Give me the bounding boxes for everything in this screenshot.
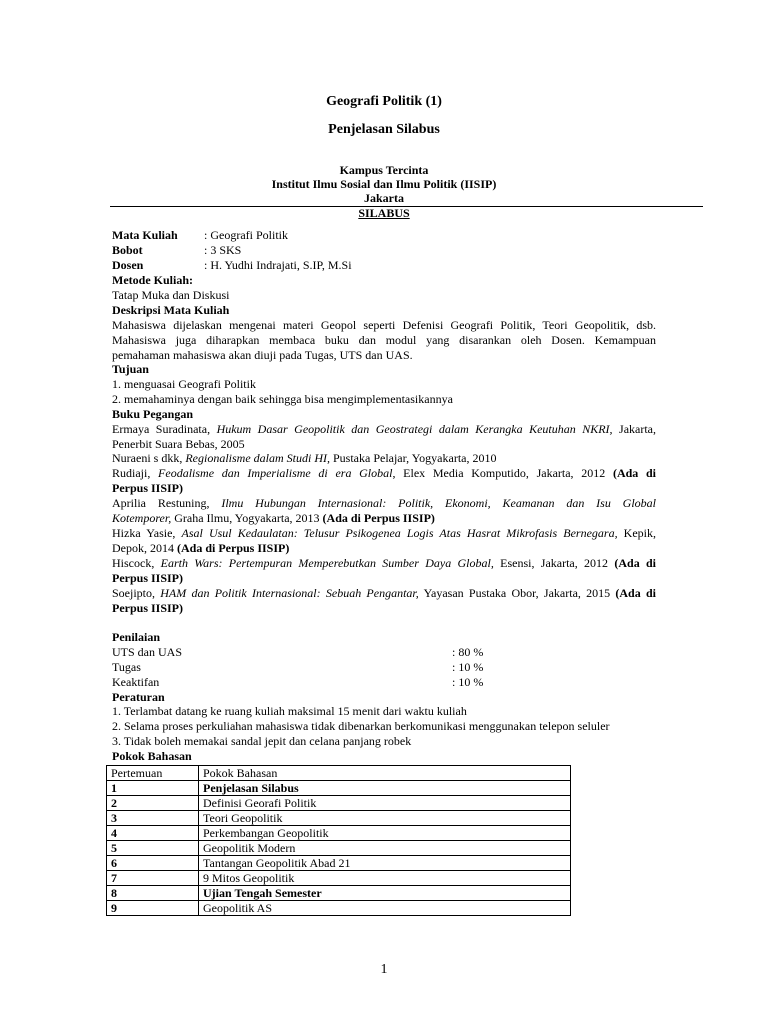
book-author: Soejipto, xyxy=(112,586,161,600)
info-row xyxy=(112,243,656,258)
table-row xyxy=(107,811,571,826)
penilaian-value: : 10 % xyxy=(452,660,484,674)
penilaian-row xyxy=(112,645,656,660)
deskripsi-line: Mahasiswa juga diharapkan membaca buku dan modul yang disarankan oleh Dosen. Kemampuan xyxy=(112,333,656,347)
book-title: Asal Usul Kedaulatan: Telusur Psikogenea Logis Atas Hasrat Mikrofasis Bernegara, xyxy=(181,526,618,540)
book-author: Hiscock, xyxy=(112,556,161,570)
table-row xyxy=(107,781,571,796)
info-row xyxy=(112,228,656,243)
book-publisher: Esensi, Jakarta, 2012 xyxy=(493,556,615,570)
tujuan-item: 2. memahaminya dengan baik sehingga bisa mengimplementasikannya xyxy=(112,392,453,406)
book-entry xyxy=(112,556,656,571)
page-number: 1 xyxy=(380,962,388,977)
peraturan-item: 1. Terlambat datang ke ruang kuliah maksimal 15 menit dari waktu kuliah xyxy=(112,704,467,718)
table-cell-topic: Geopolitik Modern xyxy=(199,841,571,856)
penilaian-value: : 80 % xyxy=(452,645,484,659)
table-cell-pertemuan: 4 xyxy=(107,826,199,841)
book-availability: (Ada di xyxy=(615,586,656,600)
table-cell-topic: Teori Geopolitik xyxy=(199,811,571,826)
book-entry xyxy=(112,496,656,511)
table-cell-topic: 9 Mitos Geopolitik xyxy=(199,871,571,886)
penilaian-value: : 10 % xyxy=(452,675,484,689)
book-title: Hukum Dasar Geopolitik dan Geostrategi dalam Kerangka Keutuhan NKRI, xyxy=(216,422,613,436)
book-title: HAM dan Politik Internasional: Sebuah Pengantar, xyxy=(160,586,419,600)
info-row xyxy=(112,258,656,273)
table-row xyxy=(107,901,571,916)
book-publisher: Yayasan Pustaka Obor, Jakarta, 2015 xyxy=(418,586,616,600)
book-entry xyxy=(112,422,656,437)
book-title: Ilmu Hubungan Internasional: Politik, Ekonomi, Keamanan dan Isu Global xyxy=(221,496,656,510)
table-row xyxy=(107,886,571,901)
table-row xyxy=(107,841,571,856)
book-publisher: Pustaka Pelajar, Yogyakarta, 2010 xyxy=(329,451,497,465)
book-publisher: Jakarta, xyxy=(612,422,657,436)
book-availability: Perpus IISIP) xyxy=(112,571,184,585)
page-subtitle: Penjelasan Silabus xyxy=(328,122,440,137)
info-label: Mata Kuliah xyxy=(112,228,178,242)
metode-heading: Metode Kuliah: xyxy=(112,273,193,287)
table-header: Pertemuan xyxy=(107,766,199,781)
penilaian-row xyxy=(112,660,656,675)
book-title: Regionalisme dalam Studi HI, xyxy=(185,451,330,465)
book-entry xyxy=(112,586,656,601)
table-cell-pertemuan: 5 xyxy=(107,841,199,856)
book-availability: (Ada di xyxy=(612,466,656,480)
table-cell-pertemuan: 6 xyxy=(107,856,199,871)
book-entry-cont: Penerbit Suara Bebas, 2005 xyxy=(112,437,245,451)
book-author: Aprilia Restuning, xyxy=(112,496,222,510)
book-author: Hizka Yasie, xyxy=(112,526,182,540)
book-publisher: , Elex Media Komputido, Jakarta, 2012 xyxy=(392,466,613,480)
peraturan-item: 2. Selama proses perkuliahan mahasiswa tidak dibenarkan berkomunikasi menggunakan telepon seluler xyxy=(112,719,610,733)
book-entry xyxy=(112,526,656,541)
info-label: Dosen xyxy=(112,258,144,272)
table-cell-topic: Ujian Tengah Semester xyxy=(199,886,571,901)
book-publisher: Depok, 2014 xyxy=(112,541,177,555)
book-title: Earth Wars: Pertempuran Memperebutkan Sumber Daya Global, xyxy=(160,556,494,570)
campus-name: Kampus Tercinta xyxy=(339,163,429,177)
table-row xyxy=(107,796,571,811)
table-cell-pertemuan: 2 xyxy=(107,796,199,811)
pokok-bahasan-table xyxy=(106,765,571,916)
penilaian-label: UTS dan UAS xyxy=(112,645,183,659)
table-cell-pertemuan: 7 xyxy=(107,871,199,886)
book-availability: (Ada di Perpus IISIP) xyxy=(177,541,290,555)
book-availability: (Ada di xyxy=(614,556,657,570)
pokok-heading: Pokok Bahasan xyxy=(112,749,192,763)
book-entry-cont xyxy=(112,511,656,526)
table-header-row xyxy=(107,766,571,781)
table-row xyxy=(107,871,571,886)
tujuan-heading: Tujuan xyxy=(112,362,149,376)
penilaian-heading: Penilaian xyxy=(112,630,161,644)
book-entry-cont xyxy=(112,541,656,556)
table-row xyxy=(107,856,571,871)
book-availability: Perpus IISIP) xyxy=(112,601,184,615)
book-title: Feodalisme dan Imperialisme di era Global xyxy=(158,466,393,480)
table-cell-topic: Tantangan Geopolitik Abad 21 xyxy=(199,856,571,871)
page-title: Geografi Politik (1) xyxy=(326,94,442,109)
table-cell-topic: Perkembangan Geopolitik xyxy=(199,826,571,841)
penilaian-label: Tugas xyxy=(112,660,141,674)
info-value: : Geografi Politik xyxy=(204,228,288,242)
table-cell-topic: Penjelasan Silabus xyxy=(199,781,571,796)
info-value: : H. Yudhi Indrajati, S.IP, M.Si xyxy=(204,258,352,272)
book-entry xyxy=(112,466,656,481)
book-availability: Perpus IISIP) xyxy=(112,481,184,495)
info-label: Bobot xyxy=(112,243,143,257)
book-title: Kotemporer, xyxy=(112,511,172,525)
table-cell-pertemuan: 1 xyxy=(107,781,199,796)
info-value: : 3 SKS xyxy=(204,243,242,257)
table-cell-pertemuan: 8 xyxy=(107,886,199,901)
peraturan-item: 3. Tidak boleh memakai sandal jepit dan celana panjang robek xyxy=(112,734,412,748)
table-row xyxy=(107,826,571,841)
book-author: Nuraeni s dkk, xyxy=(112,451,186,465)
buku-heading: Buku Pegangan xyxy=(112,407,194,421)
peraturan-heading: Peraturan xyxy=(112,690,165,704)
book-author: Rudiaji, xyxy=(112,466,159,480)
penilaian-row xyxy=(112,675,656,690)
deskripsi-line: Mahasiswa dijelaskan mengenai materi Geopol seperti Defenisi Geografi Politik, Teori Geopolitik, dsb. xyxy=(112,318,656,332)
penilaian-label: Keaktifan xyxy=(112,675,160,689)
deskripsi-heading: Deskripsi Mata Kuliah xyxy=(112,303,230,317)
metode-text: Tatap Muka dan Diskusi xyxy=(112,288,230,302)
city-name: Jakarta xyxy=(364,191,404,205)
table-cell-topic: Definisi Georafi Politik xyxy=(199,796,571,811)
book-author: Ermaya Suradinata, xyxy=(112,422,217,436)
book-entry xyxy=(112,451,656,466)
book-publisher: Kepik, xyxy=(617,526,656,540)
table-cell-topic: Geopolitik AS xyxy=(199,901,571,916)
table-header: Pokok Bahasan xyxy=(199,766,571,781)
book-availability: (Ada di Perpus IISIP) xyxy=(322,511,435,525)
table-cell-pertemuan: 3 xyxy=(107,811,199,826)
silabus-heading: SILABUS xyxy=(358,206,410,220)
table-cell-pertemuan: 9 xyxy=(107,901,199,916)
deskripsi-line: pemahaman mahasiswa akan diuji pada Tugas, UTS dan UAS. xyxy=(112,348,413,362)
institute-name: Institut Ilmu Sosial dan Ilmu Politik (IISIP) xyxy=(271,177,497,191)
tujuan-item: 1. menguasai Geografi Politik xyxy=(112,377,256,391)
book-publisher: Graha Ilmu, Yogyakarta, 2013 xyxy=(171,511,323,525)
